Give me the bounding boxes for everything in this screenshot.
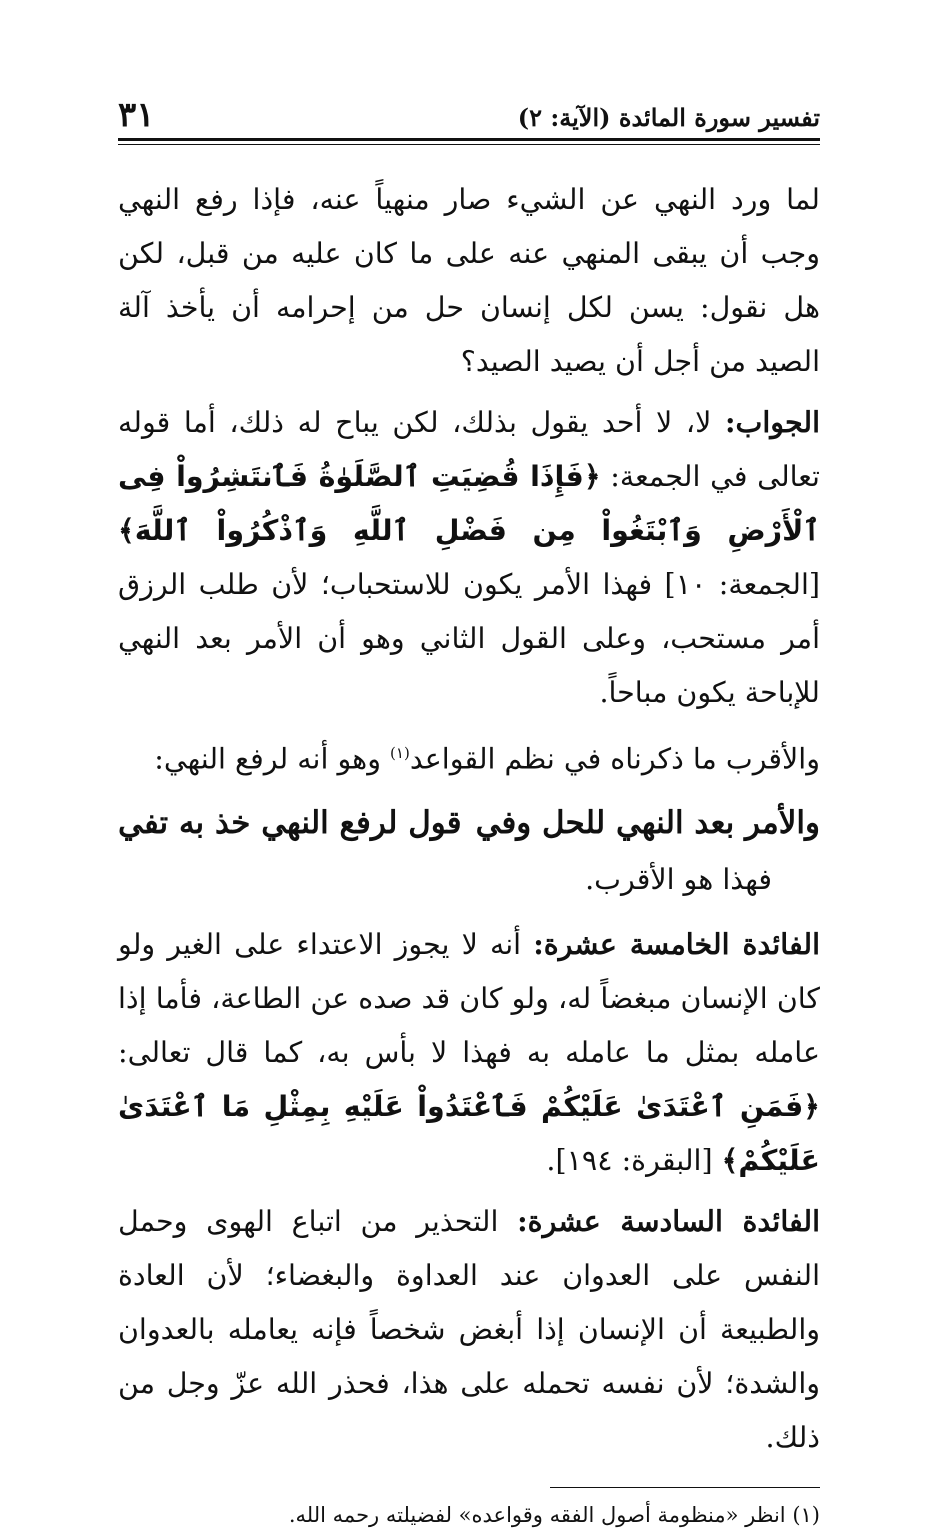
quran-verse-jumuah: ﴿فَإِذَا قُضِيَتِ ٱلصَّلَوٰةُ فَٱنتَشِرُواْ فِى ٱلْأَرْضِ وَٱبْتَغُواْ مِن فَضْلِ ٱللَّهِ وَٱذْكُرُواْ ٱللَّهَ﴾ <box>118 460 820 547</box>
paragraph-5 <box>118 1194 820 1465</box>
quran-verse-baqarah: ﴿فَمَنِ ٱعْتَدَىٰ عَلَيْكُمْ فَٱعْتَدُواْ عَلَيْهِ بِمِثْلِ مَا ٱعْتَدَىٰ عَلَيْكُمْ﴾ <box>118 1089 820 1177</box>
paragraph-4-text-b: [البقرة: ١٩٤]. <box>546 1143 713 1177</box>
paragraph-3-text-a: والأقرب ما ذكرناه في نظم القواعد <box>409 742 820 776</box>
page-header <box>118 95 820 135</box>
verse-first-hemistich: والأمر بعد النهي للحل وفي <box>475 804 820 841</box>
running-title: تفسير سورة المائدة (الآية: ٢) <box>517 103 820 132</box>
paragraph-4-text-a: أنه لا يجوز الاعتداء على الغير ولو كان الإنسان مبغضاً له، ولو كان قد صده عن الطاعة، فأما إذا عامله بمثل ما عامله به فهذا لا بأس به، كما قال تعالى: <box>118 927 820 1069</box>
header-rule-thin <box>118 144 820 145</box>
benefit-15-label: الفائدة الخامسة عشرة: <box>533 926 821 961</box>
paragraph-4 <box>118 917 820 1188</box>
footnote-reference: (١) <box>390 744 410 762</box>
paragraph-1: لما ورد النهي عن الشيء صار منهياً عنه، فإذا رفع النهي وجب أن يبقى المنهي عنه على ما كان عليه من قبل، لكن هل نقول: يسن لكل إنسان حل من إحرامه أن يأخذ آلة الصيد من أجل أن يصيد الصيد؟ <box>118 183 821 378</box>
answer-label: الجواب: <box>725 405 820 439</box>
footnote-divider <box>550 1487 820 1488</box>
paragraph-5-text-a: التحذير من اتباع الهوى وحمل النفس على العدوان عند العداوة والبغضاء؛ لأن العادة والطبيعة أن الإنسان إذا أبغض شخصاً فإنه يعامله بالعدوان والشدة؛ لأن نفسه تحمله على هذا، فحذر الله عزّ وجل من ذلك. <box>118 1204 820 1454</box>
after-verse-line: فهذا هو الأقرب. <box>585 862 772 896</box>
paragraph-2 <box>118 395 820 720</box>
body-text <box>118 173 820 1465</box>
paragraph-2-text-b: [الجمعة: ١٠] فهذا الأمر يكون للاستحباب؛ لأن طلب الرزق أمر مستحب، وعلى القول الثاني وهو أن الأمر بعد النهي للإباحة يكون مباحاً. <box>118 568 820 709</box>
verse-second-hemistich: قول لرفع النهي خذ به تفي <box>118 804 462 841</box>
header-rule <box>118 138 820 141</box>
benefit-16-label: الفائدة السادسة عشرة: <box>517 1203 821 1238</box>
footnote: (١) انظر «منظومة أصول الفقه وقواعده» لفضيلته رحمه الله. <box>288 1502 820 1527</box>
page-number: ٣١ <box>118 95 155 135</box>
paragraph-3 <box>118 726 820 787</box>
paragraph-2-text-a: لا، لا أحد يقول بذلك، لكن يباح له ذلك، أما قوله تعالى في الجمعة: <box>118 406 820 493</box>
poem-verse <box>118 793 820 853</box>
paragraph-3-text-b: وهو أنه لرفع النهي: <box>154 742 381 776</box>
